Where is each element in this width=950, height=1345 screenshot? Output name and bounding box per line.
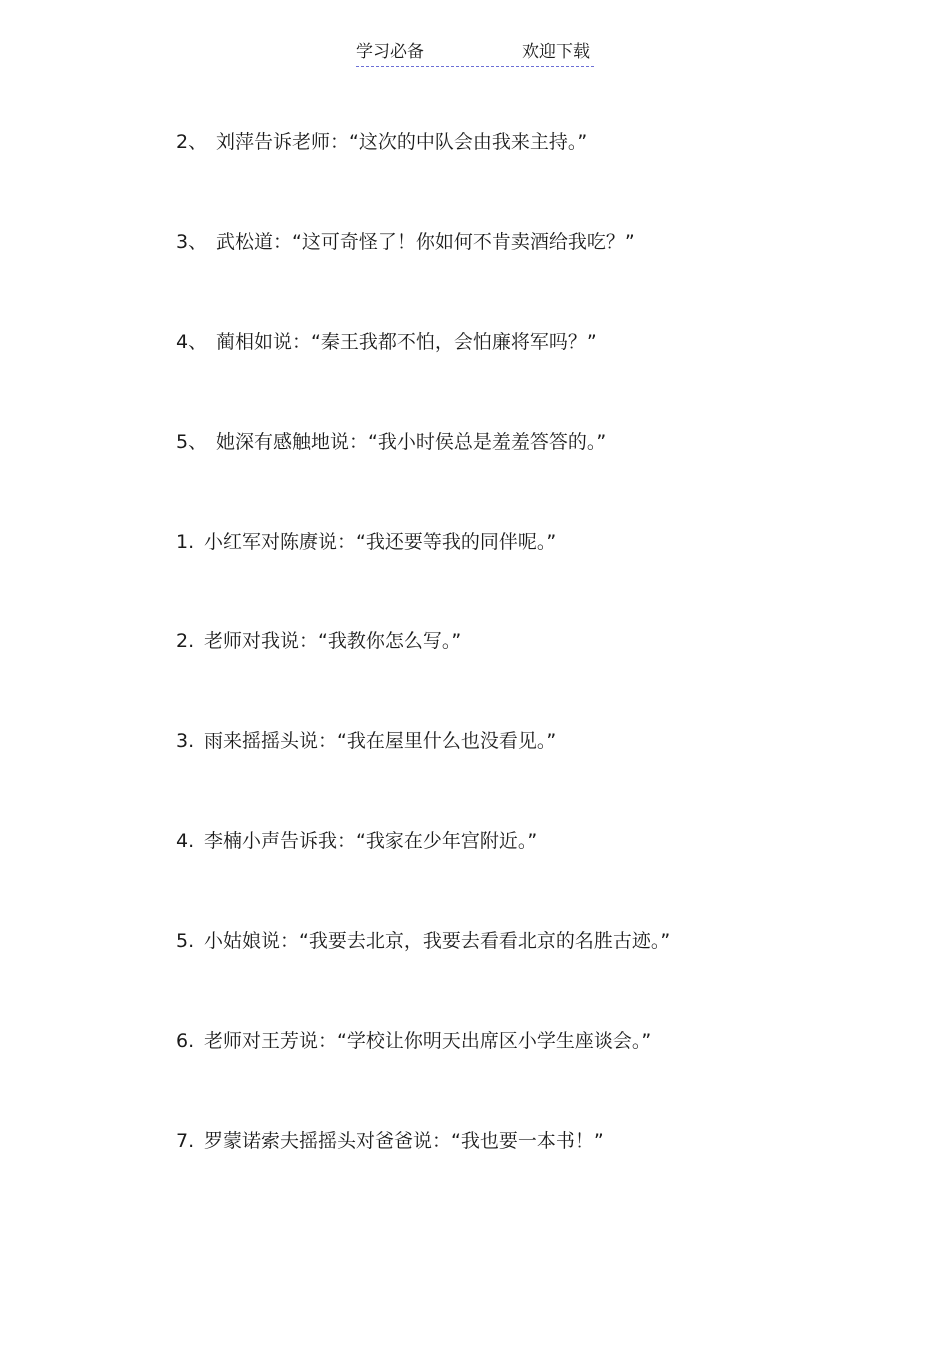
exercise-line: [176, 627, 461, 655]
exercise-line: [176, 727, 556, 755]
header-right-text: 欢迎下载: [522, 42, 590, 62]
line-number: 2.: [176, 630, 195, 652]
exercise-line: [176, 927, 670, 955]
line-text: 老师对王芳说：“学校让你明天出席区小学生座谈会。”: [204, 1030, 652, 1052]
exercise-line: [176, 1027, 651, 1055]
line-number: 4、: [176, 331, 208, 353]
exercise-line: [176, 827, 537, 855]
exercise-line: [176, 228, 635, 256]
line-number: 5.: [176, 930, 195, 952]
line-number: 4.: [176, 830, 195, 852]
exercise-line: [176, 428, 606, 456]
line-text: 雨来摇摇头说：“我在屋里什么也没看见。”: [204, 730, 557, 752]
line-number: 7.: [176, 1130, 195, 1152]
line-text: 老师对我说：“我教你怎么写。”: [204, 630, 462, 652]
exercise-line: [176, 528, 556, 556]
page-header: [356, 40, 594, 67]
header-left-text: 学习必备: [356, 42, 424, 62]
line-number: 3.: [176, 730, 195, 752]
line-text: 李楠小声告诉我：“我家在少年宫附近。”: [204, 830, 538, 852]
exercise-line: [176, 1127, 604, 1155]
exercise-line: [176, 328, 597, 356]
line-number: 1.: [176, 531, 195, 553]
line-number: 6.: [176, 1030, 195, 1052]
line-text: 刘萍告诉老师：“这次的中队会由我来主持。”: [216, 131, 588, 153]
line-text: 小姑娘说：“我要去北京，我要去看看北京的名胜古迹。”: [204, 930, 671, 952]
line-number: 5、: [176, 431, 208, 453]
exercise-line: [176, 128, 587, 156]
line-text: 罗蒙诺索夫摇摇头对爸爸说：“我也要一本书！”: [204, 1130, 604, 1152]
line-text: 小红军对陈赓说：“我还要等我的同伴呢。”: [204, 531, 557, 553]
line-number: 2、: [176, 131, 208, 153]
line-text: 武松道：“这可奇怪了！你如何不肯卖酒给我吃？”: [216, 231, 635, 253]
line-text: 蔺相如说：“秦王我都不怕，会怕廉将军吗？”: [216, 331, 597, 353]
line-text: 她深有感触地说：“我小时侯总是羞羞答答的。”: [216, 431, 607, 453]
line-number: 3、: [176, 231, 208, 253]
